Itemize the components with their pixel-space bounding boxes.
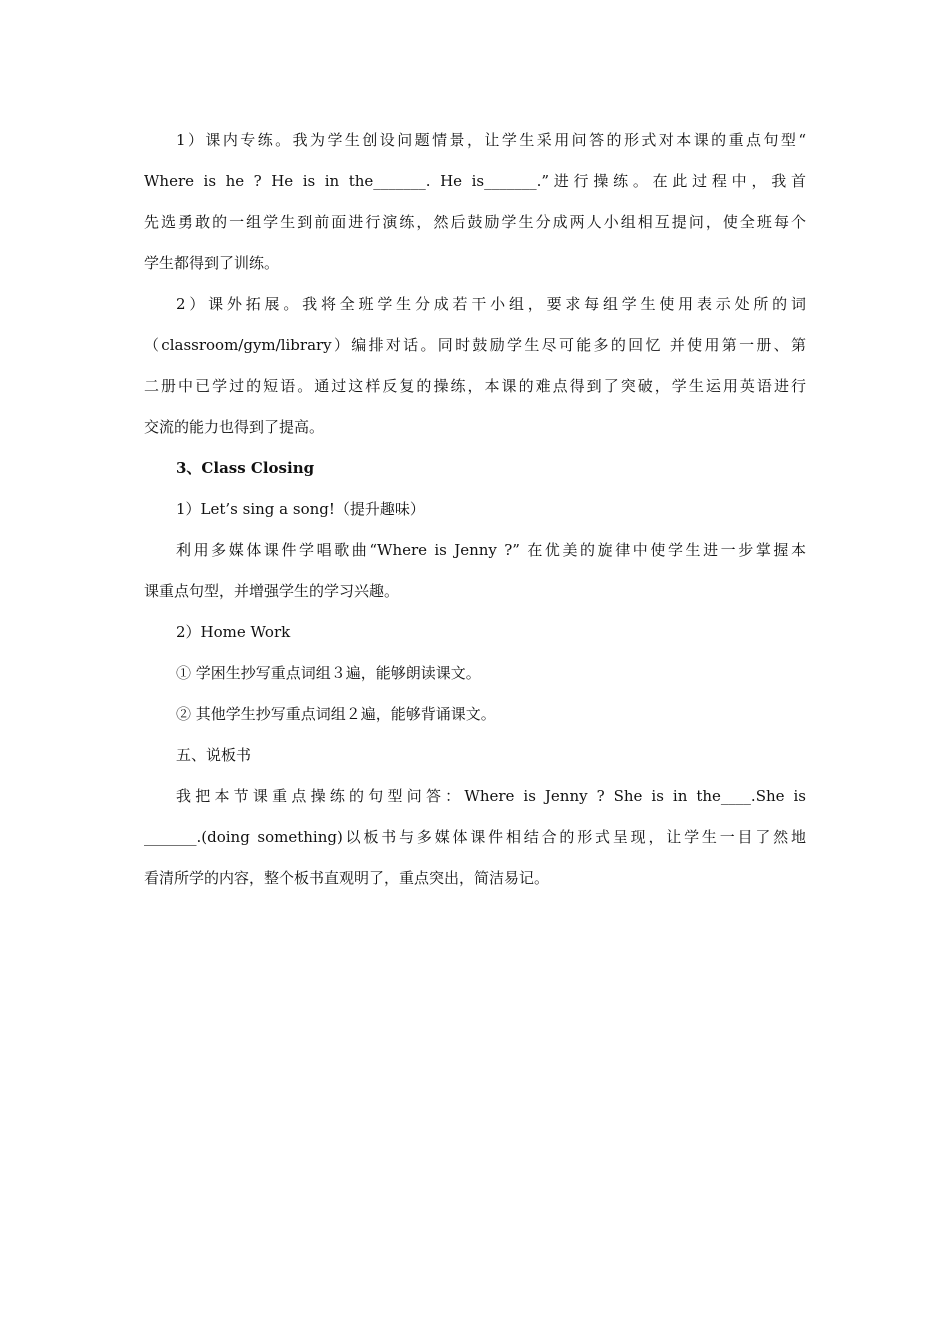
text-line: 课重点句型，并增强学生的学习兴趣。: [144, 582, 400, 600]
text-line: 2）Home Work: [176, 623, 291, 641]
paragraph-homework-item-1: [144, 653, 806, 694]
paragraph-homework-item-2: [144, 694, 806, 735]
text-line: ② 其他学生抄写重点词组２遍，能够背诵课文。: [176, 705, 496, 723]
text-line: 1）Let’s sing a song!（提升趣味）: [176, 500, 425, 518]
paragraph-song-description: [144, 530, 806, 612]
paragraph-sing-song: [144, 489, 806, 530]
text-line: 五、说板书: [176, 746, 252, 764]
text-line: 二册中已学过的短语。通过这样反复的操练，本课的难点得到了突破，学生运用英语进行: [144, 377, 806, 395]
text-line: 学生都得到了训练。: [144, 254, 280, 272]
document-page: [144, 120, 806, 899]
text-line: Where is he ? He is in the_______. He is_______.”进行操练。在此过程中，我首: [144, 172, 806, 190]
text-line: 交流的能力也得到了提高。: [144, 418, 325, 436]
paragraph-blackboard-description: [144, 776, 806, 899]
section-heading-class-closing: 3、Class Closing: [176, 459, 315, 477]
text-line: 看清所学的内容，整个板书直观明了，重点突出，简洁易记。: [144, 869, 550, 887]
text-line: _______.(doing something)以板书与多媒体课件相结合的形式呈现，让学生一目了然地: [144, 828, 806, 846]
paragraph-extension: [144, 284, 806, 448]
text-line: 2）课外拓展。我将全班学生分成若干小组，要求每组学生使用表示处所的词: [176, 295, 806, 313]
text-line: 利用多媒体课件学唱歌曲“Where is Jenny ?” 在优美的旋律中使学生进一步掌握本: [176, 541, 806, 559]
text-line: （classroom/gym/library）编排对话。同时鼓励学生尽可能多的回忆 并使用第一册、第: [144, 336, 806, 354]
section-heading-blackboard: [144, 735, 806, 776]
text-line: ① 学困生抄写重点词组３遍，能够朗读课文。: [176, 664, 481, 682]
paragraph-homework: [144, 612, 806, 653]
text-line: 先选勇敢的一组学生到前面进行演练，然后鼓励学生分成两人小组相互提问，使全班每个: [144, 213, 806, 231]
paragraph-in-class-practice: [144, 120, 806, 284]
text-line: 1）课内专练。我为学生创设问题情景，让学生采用问答的形式对本课的重点句型“: [176, 131, 806, 149]
text-line: 我把本节课重点操练的句型问答：Where is Jenny ? She is in the____.She is: [176, 787, 806, 805]
